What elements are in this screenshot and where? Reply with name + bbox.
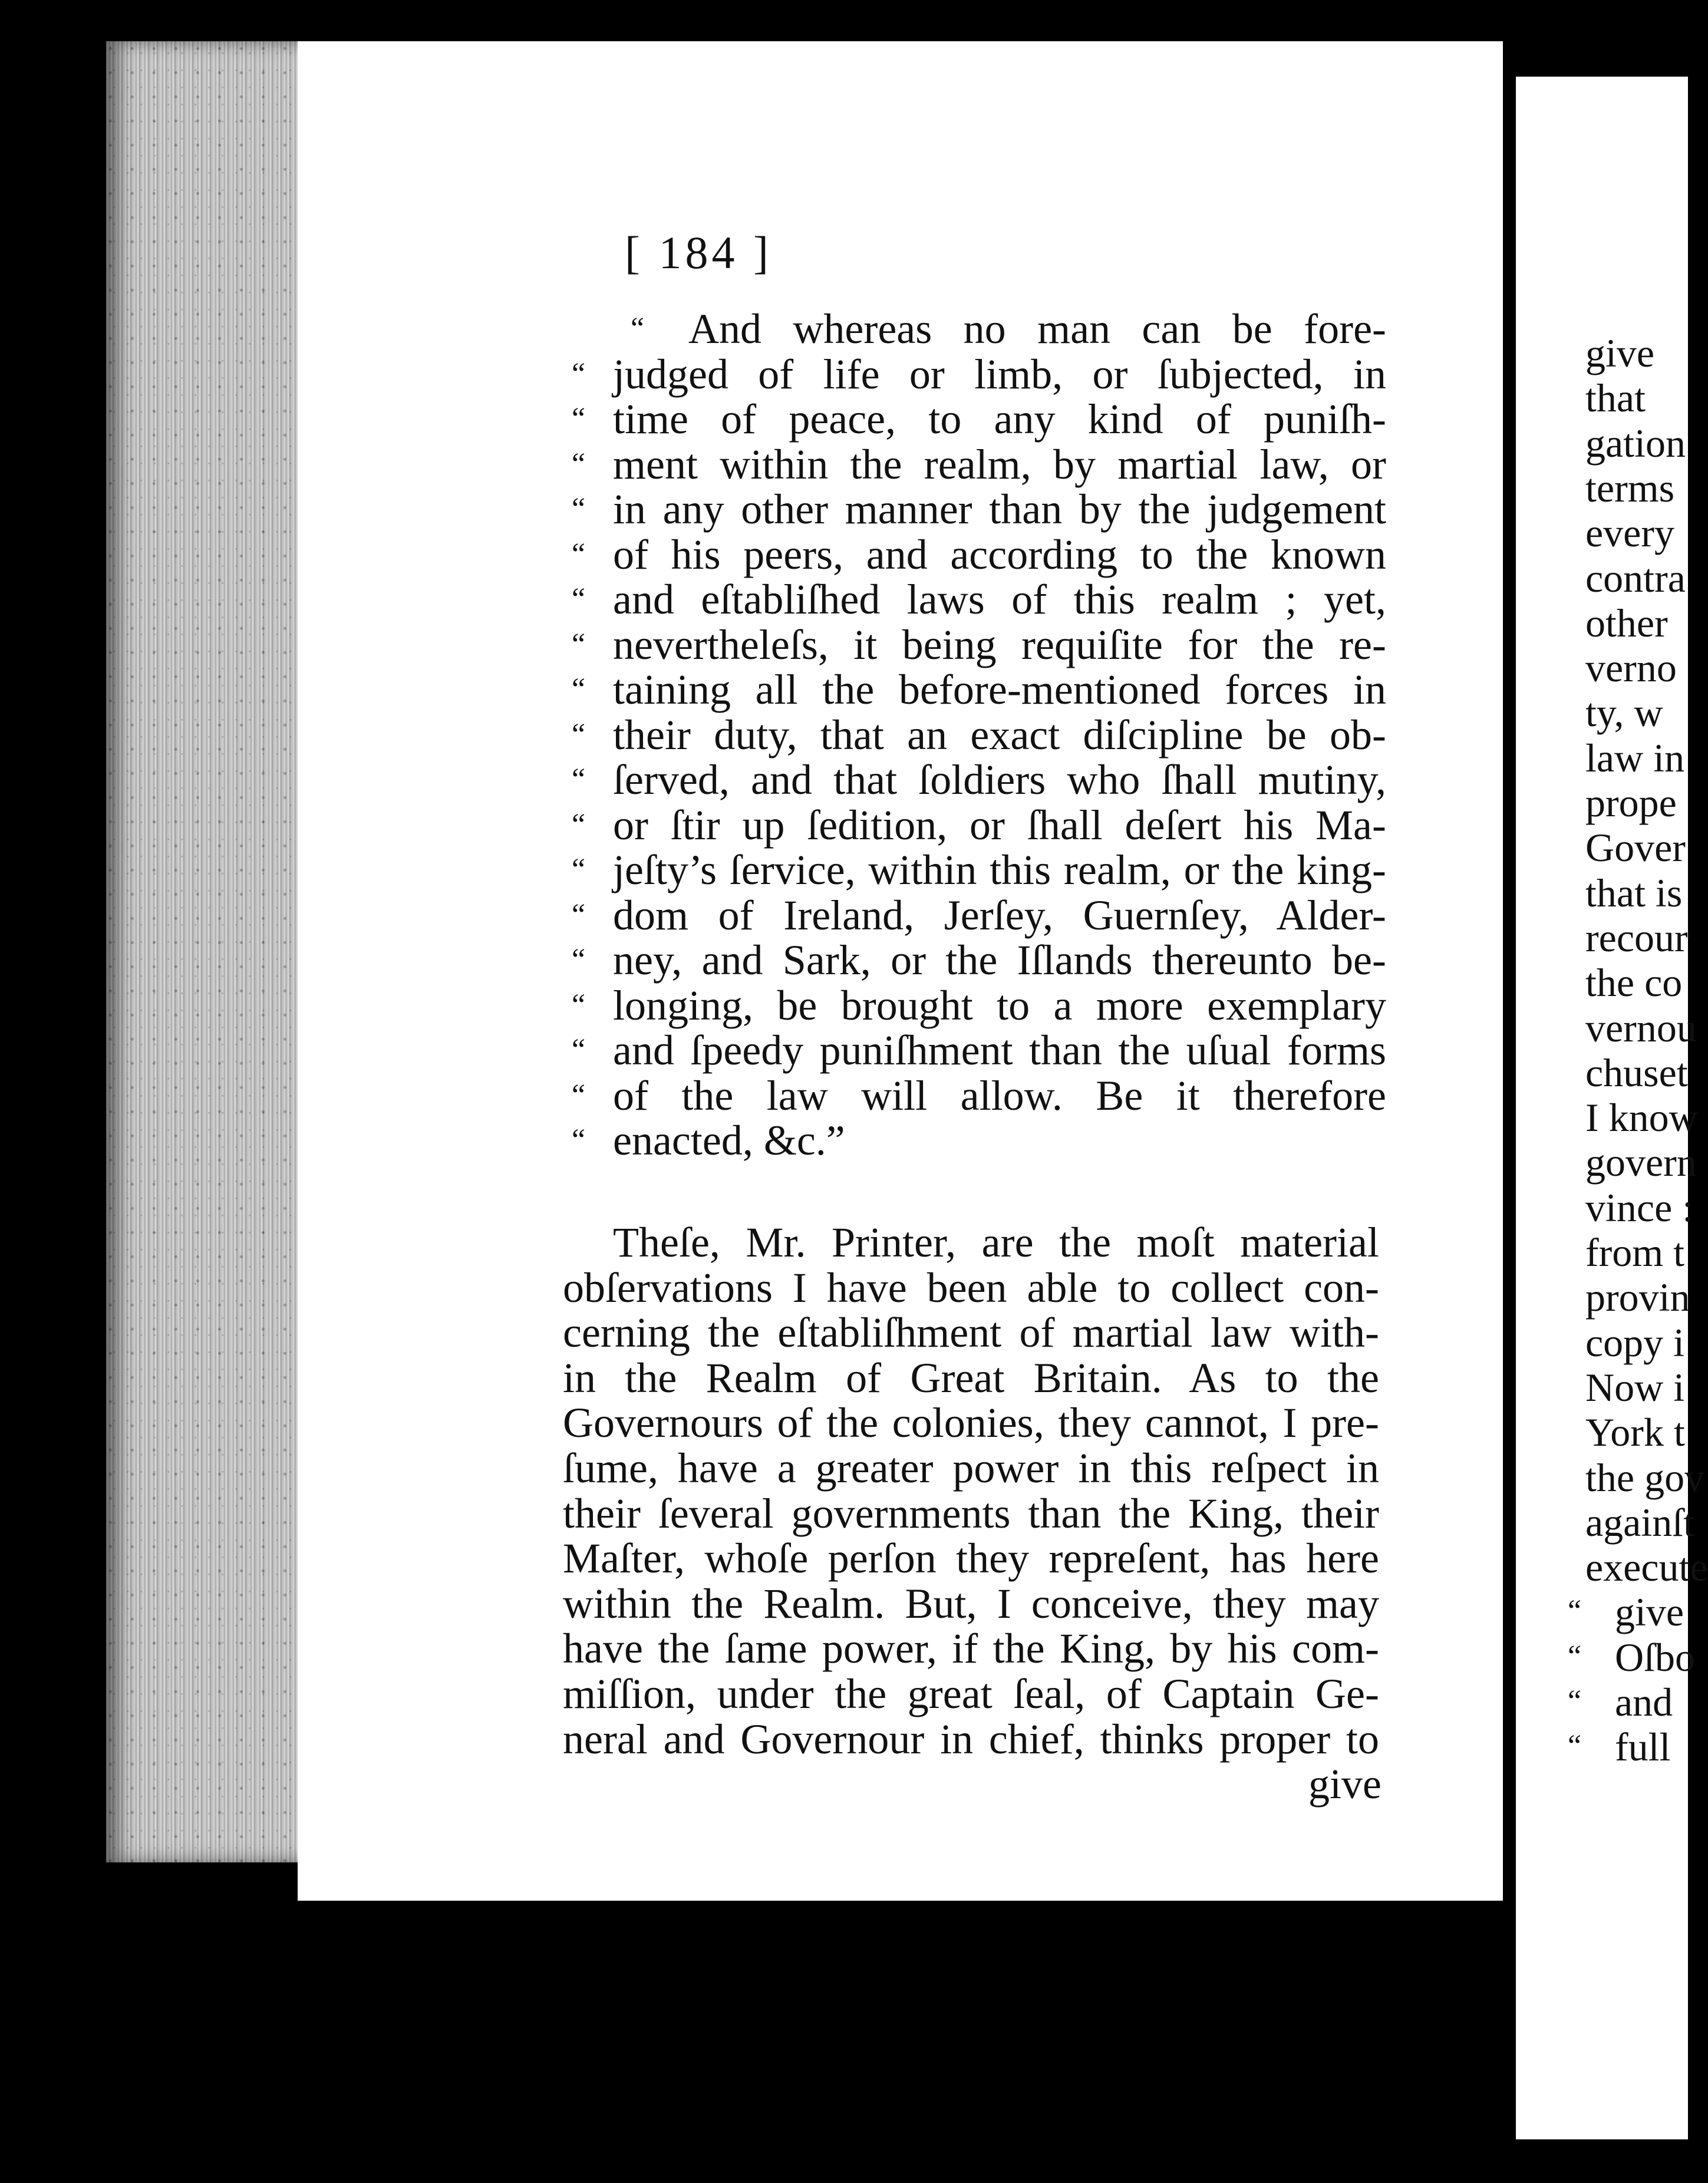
right-line-quote-mark: “ <box>1568 1594 1582 1628</box>
line-quote-mark: “ <box>572 807 586 842</box>
right-page-line: ty, w <box>1585 690 1663 736</box>
right-page-line: terms <box>1585 465 1675 510</box>
line-quote-mark: “ <box>572 1123 586 1157</box>
catchword: give <box>1308 1760 1381 1808</box>
right-page-line: give <box>1585 331 1655 375</box>
right-line-quote-mark: “ <box>1568 1639 1582 1673</box>
right-page-line: from t <box>1585 1230 1685 1275</box>
page-number: [ 184 ] <box>625 227 772 278</box>
right-page-line: that is <box>1585 870 1683 915</box>
quote-line: and ſpeedy puniſhment than the uſual forms <box>613 1027 1386 1074</box>
quote-line: nevertheleſs, it being requiſite for the re- <box>613 621 1386 668</box>
paragraph-line: obſervations I have been able to collect con- <box>563 1264 1379 1311</box>
paragraph-line: Maſter, whoſe perſon they repreſent, has here <box>563 1535 1379 1582</box>
quote-line: time of peace, to any kind of puniſh- <box>613 395 1386 443</box>
paragraph-line: in the Realm of Great Britain. As to the <box>563 1354 1379 1402</box>
right-page-line: verno <box>1585 645 1677 691</box>
right-page-line: govern <box>1585 1140 1697 1185</box>
quote-line: and eſtabliſhed laws of this realm ; yet, <box>613 576 1386 623</box>
quote-line: longing, be brought to a more exemplary <box>613 981 1386 1029</box>
page-edges <box>106 41 301 1862</box>
right-page-line: I know <box>1585 1095 1698 1140</box>
paragraph-line: cerning the eſtabliſhment of martial law with- <box>563 1309 1379 1357</box>
quote-line: And whereas no man can be fore- <box>688 305 1386 352</box>
right-page-line: the co <box>1585 960 1683 1005</box>
line-quote-mark: “ <box>572 1078 586 1112</box>
right-page-line: prope <box>1585 780 1677 825</box>
paragraph-line: ſume, have a greater power in this reſpect in <box>563 1445 1379 1492</box>
right-page-line: chuset <box>1585 1050 1688 1095</box>
quote-line: of the law will allow. Be it therefore <box>613 1071 1386 1119</box>
right-page-line: againſt <box>1585 1499 1695 1545</box>
right-page-line: every <box>1585 510 1675 556</box>
line-quote-mark: “ <box>572 1033 586 1067</box>
line-quote-mark: “ <box>572 627 586 661</box>
quote-line: judged of life or limb, or ſubjected, in <box>613 350 1386 398</box>
line-quote-mark: “ <box>572 537 586 571</box>
paragraph-line: neral and Governour in chief, thinks proper to <box>563 1715 1379 1763</box>
quote-line: in any other manner than by the judgement <box>613 486 1386 533</box>
right-page-line: give <box>1615 1590 1684 1635</box>
line-quote-mark: “ <box>572 672 586 706</box>
right-page-line: recour <box>1585 915 1688 960</box>
quote-line: or ſtir up ſedition, or ſhall deſert his Ma- <box>613 801 1386 849</box>
quote-line: ſerved, and that ſoldiers who ſhall mutiny, <box>613 756 1386 803</box>
right-page-line: and <box>1615 1680 1673 1724</box>
right-line-quote-mark: “ <box>1568 1729 1582 1763</box>
right-page-line: vince : <box>1585 1185 1694 1230</box>
quote-line: enacted, &c.” <box>613 1117 845 1164</box>
paragraph-line: Theſe, Mr. Printer, are the moſt material <box>613 1219 1379 1266</box>
paragraph-line: miſſion, under the great ſeal, of Captain Ge- <box>563 1670 1379 1717</box>
quote-line: dom of Ireland, Jerſey, Guernſey, Alder- <box>613 891 1386 939</box>
opening-quote-mark: “ <box>631 312 645 345</box>
line-quote-mark: “ <box>572 763 586 796</box>
right-page-line: provin <box>1585 1275 1690 1320</box>
paragraph-line: have the ſame power, if the King, by his com- <box>563 1625 1379 1673</box>
paragraph-line: their ſeveral governments than the King, their <box>563 1489 1379 1537</box>
right-page-line: gation <box>1585 420 1686 466</box>
line-quote-mark: “ <box>572 898 586 932</box>
line-quote-mark: “ <box>572 943 586 977</box>
line-quote-mark: “ <box>572 357 586 391</box>
line-quote-mark: “ <box>572 492 586 526</box>
line-quote-mark: “ <box>572 582 586 616</box>
right-page-line: the gov <box>1585 1455 1705 1500</box>
line-quote-mark: “ <box>572 853 586 886</box>
quote-line: their duty, that an exact diſcipline be ob- <box>613 711 1386 759</box>
line-quote-mark: “ <box>572 402 586 436</box>
paragraph-line: within the Realm. But, I conceive, they may <box>563 1579 1379 1627</box>
quote-line: jeſty’s ſervice, within this realm, or the king- <box>613 846 1386 893</box>
right-page-line: copy i <box>1585 1320 1685 1365</box>
right-page-line: vernou <box>1585 1005 1697 1050</box>
right-page-line: that <box>1585 375 1646 421</box>
right-page-line: law in <box>1585 735 1685 780</box>
right-page-line: other <box>1585 600 1668 645</box>
right-page-line: full <box>1615 1724 1671 1770</box>
line-quote-mark: “ <box>572 447 586 481</box>
quote-line: taining all the before-mentioned forces in <box>613 666 1386 713</box>
quote-line: ney, and Sark, or the Iſlands thereunto be- <box>613 936 1386 984</box>
right-page-line: execute <box>1585 1545 1708 1590</box>
line-quote-mark: “ <box>572 988 586 1022</box>
right-line-quote-mark: “ <box>1568 1684 1582 1718</box>
right-page-line: contra <box>1585 555 1686 601</box>
line-quote-mark: “ <box>572 717 586 751</box>
quote-line: ment within the realm, by martial law, or <box>613 440 1386 488</box>
right-page-line: Now i <box>1585 1364 1685 1410</box>
right-page-line: Gover <box>1585 825 1686 870</box>
paragraph-line: Governours of the colonies, they cannot, I pre- <box>563 1399 1379 1447</box>
right-page-line: Oſbo <box>1615 1634 1695 1680</box>
quote-line: of his peers, and according to the known <box>613 530 1386 578</box>
right-page-line: York t <box>1585 1410 1685 1455</box>
